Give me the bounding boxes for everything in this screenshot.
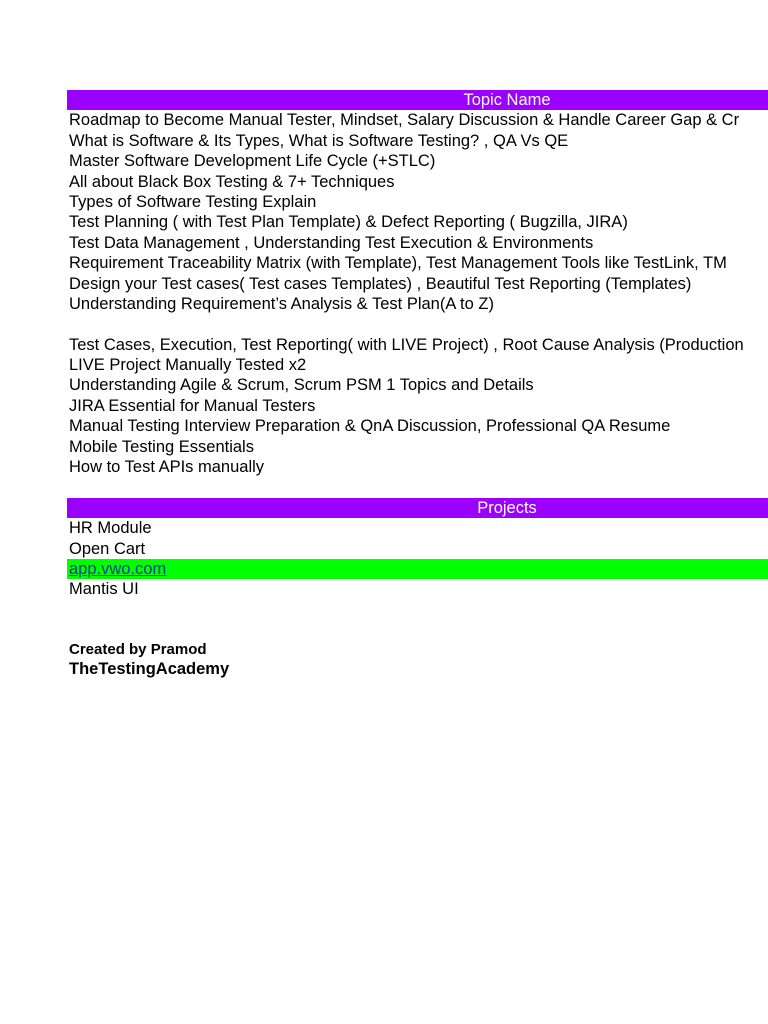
topic-row[interactable] [67, 294, 768, 314]
topic-cell: Test Data Management , Understanding Test Execution & Environments [69, 233, 594, 252]
topic-row[interactable] [67, 131, 768, 151]
topic-cell: Roadmap to Become Manual Tester, Mindset, Salary Discussion & Handle Career Gap & Cr [69, 111, 740, 130]
topic-name-header-label: Topic Name [463, 91, 551, 109]
topic-row[interactable] [67, 274, 768, 294]
project-row-highlighted[interactable] [67, 559, 768, 579]
topic-cell: What is Software & Its Types, What is Software Testing? , QA Vs QE [69, 131, 569, 150]
created-by-label: Created by Pramod [69, 641, 207, 658]
topic-row[interactable] [67, 375, 768, 395]
projects-header[interactable] [67, 498, 768, 518]
project-link[interactable]: app.vwo.com [69, 559, 167, 578]
topic-cell: Understanding Agile & Scrum, Scrum PSM 1 Topics and Details [69, 376, 534, 395]
topic-cell: All about Black Box Testing & 7+ Techniques [69, 172, 395, 191]
project-row[interactable] [67, 518, 768, 538]
topic-cell: JIRA Essential for Manual Testers [69, 396, 316, 415]
topic-cell: How to Test APIs manually [69, 458, 265, 477]
spreadsheet [67, 90, 768, 600]
project-cell: Open Cart [69, 539, 146, 558]
blank-row[interactable] [67, 477, 768, 497]
topic-cell: Manual Testing Interview Preparation & QnA Discussion, Professional QA Resume [69, 417, 671, 436]
topic-row[interactable] [67, 212, 768, 232]
topic-row[interactable] [67, 151, 768, 171]
topic-row[interactable] [67, 437, 768, 457]
project-row[interactable] [67, 579, 768, 599]
projects-header-label: Projects [477, 498, 537, 517]
topic-cell: Requirement Traceability Matrix (with Template), Test Management Tools like TestLink, TM [69, 254, 727, 273]
blank-row[interactable] [67, 314, 768, 334]
topic-name-header[interactable] [67, 90, 768, 110]
topic-cell: Design your Test cases( Test cases Templates) , Beautiful Test Reporting (Templates) [69, 274, 692, 293]
project-cell: HR Module [69, 519, 152, 538]
topic-row[interactable] [67, 355, 768, 375]
topic-cell: Test Planning ( with Test Plan Template) & Defect Reporting ( Bugzilla, JIRA) [69, 213, 628, 232]
brand-name: TheTestingAcademy [69, 660, 230, 678]
topic-row[interactable] [67, 110, 768, 130]
topic-cell: Test Cases, Execution, Test Reporting( with LIVE Project) , Root Cause Analysis (Production [69, 335, 744, 354]
topic-row[interactable] [67, 233, 768, 253]
topic-row[interactable] [67, 335, 768, 355]
topic-row[interactable] [67, 396, 768, 416]
topic-cell: Mobile Testing Essentials [69, 437, 254, 456]
project-row[interactable] [67, 539, 768, 559]
topic-cell: Master Software Development Life Cycle (+STLC) [69, 152, 436, 171]
topic-cell: LIVE Project Manually Tested x2 [69, 356, 307, 375]
topic-row[interactable] [67, 192, 768, 212]
topic-row[interactable] [67, 416, 768, 436]
topic-row[interactable] [67, 172, 768, 192]
topic-cell: Types of Software Testing Explain [69, 192, 317, 211]
topic-row[interactable] [67, 457, 768, 477]
topic-row[interactable] [67, 253, 768, 273]
topic-cell: Understanding Requirement’s Analysis & Test Plan(A to Z) [69, 294, 494, 313]
project-cell: Mantis UI [69, 580, 139, 599]
